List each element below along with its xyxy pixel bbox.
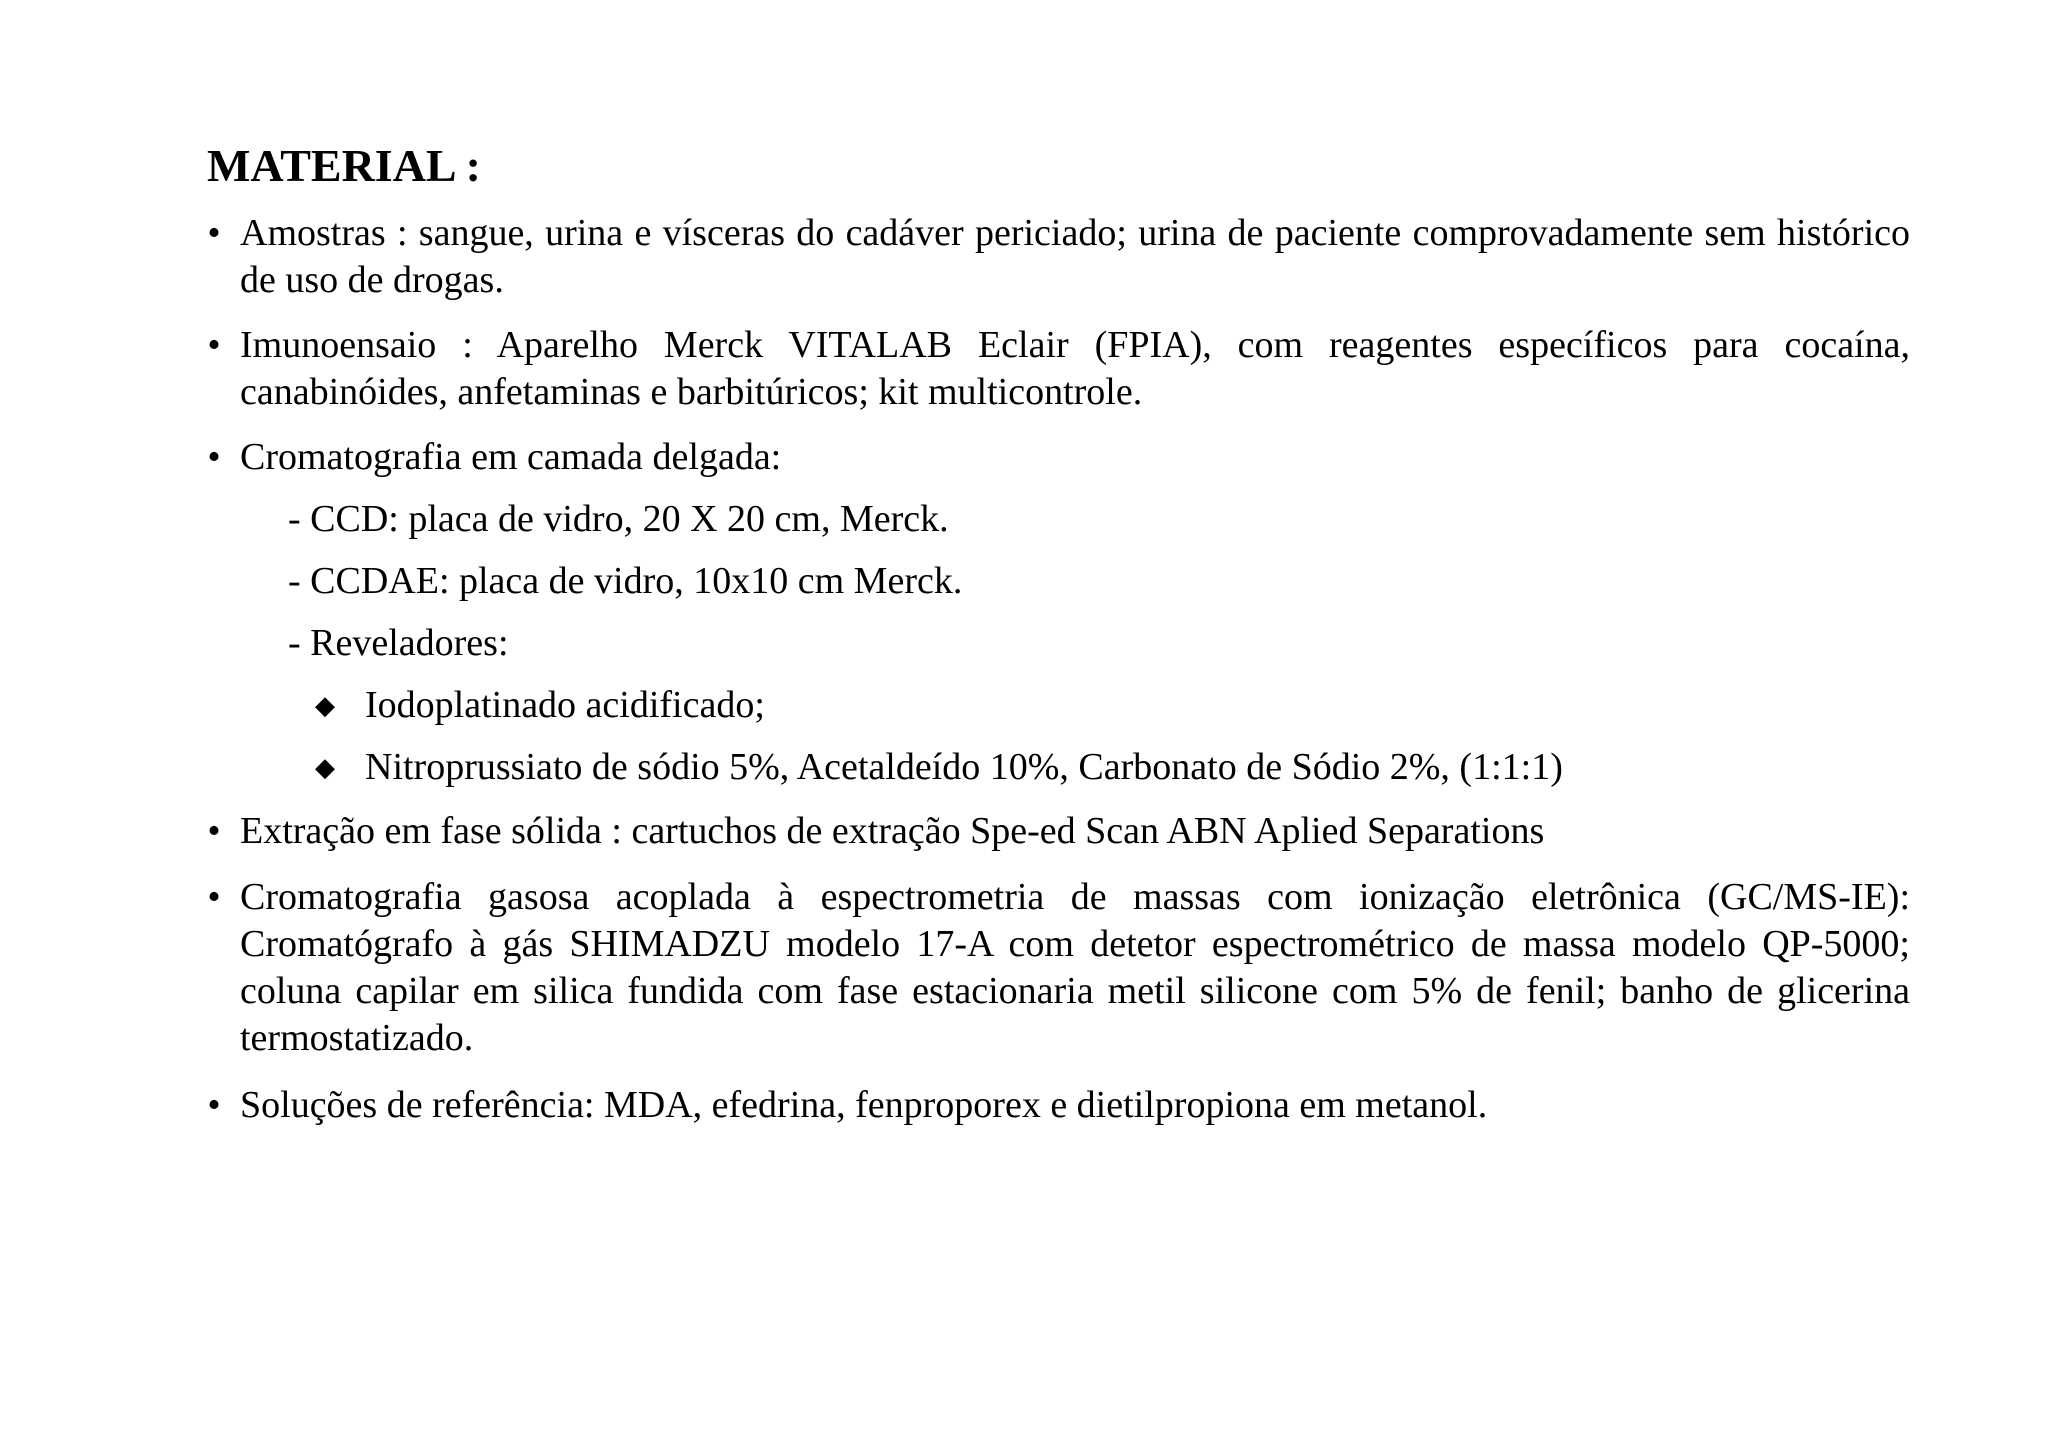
- bullet-icon: •: [207, 876, 221, 918]
- bullet-icon: •: [207, 436, 221, 478]
- bullet-icon: •: [207, 1084, 221, 1126]
- revelador-item: Iodoplatinado acidificado;: [365, 684, 765, 726]
- list-item-solucoes: Soluções de referência: MDA, efedrina, fenproporex e dietilpropiona em metanol.: [240, 1084, 1488, 1126]
- bullet-icon: •: [207, 810, 221, 852]
- list-item-amostras: Amostras : sangue, urina e vísceras do cadáver periciado; urina de paciente comprovadamente sem histórico de uso de drogas.: [240, 212, 1910, 301]
- sub-item-ccdae: - CCDAE: placa de vidro, 10x10 cm Merck.: [288, 560, 963, 602]
- sub-item-reveladores: - Reveladores:: [288, 622, 509, 664]
- diamond-bullet-icon: ◆: [315, 753, 335, 782]
- list-item-cromatografia-gasosa: Cromatografia gasosa acoplada à espectrometria de massas com ionização eletrônica (GC/MS-IE): Cromatógrafo à gás SHIMADZU modelo 17-A com detetor espectrométrico de massa modelo QP-5000; coluna capilar em silica fundida com fase estacionaria metil silicone com 5% de fenil; banho de glicerina termostatizado.: [240, 876, 1910, 1059]
- section-title: MATERIAL :: [207, 140, 481, 191]
- list-item-imunoensaio: Imunoensaio : Aparelho Merck VITALAB Eclair (FPIA), com reagentes específicos para cocaína, canabinóides, anfetaminas e barbitúricos; kit multicontrole.: [240, 324, 1910, 413]
- diamond-bullet-icon: ◆: [315, 691, 335, 720]
- bullet-icon: •: [207, 324, 221, 366]
- bullet-icon: •: [207, 212, 221, 254]
- revelador-item: Nitroprussiato de sódio 5%, Acetaldeído 10%, Carbonato de Sódio 2%, (1:1:1): [365, 746, 1563, 788]
- list-item-extracao: Extração em fase sólida : cartuchos de extração Spe-ed Scan ABN Aplied Separations: [240, 810, 1545, 852]
- list-item-cromatografia-camada: Cromatografia em camada delgada:: [240, 436, 782, 478]
- sub-item-ccd: - CCD: placa de vidro, 20 X 20 cm, Merck.: [288, 498, 949, 540]
